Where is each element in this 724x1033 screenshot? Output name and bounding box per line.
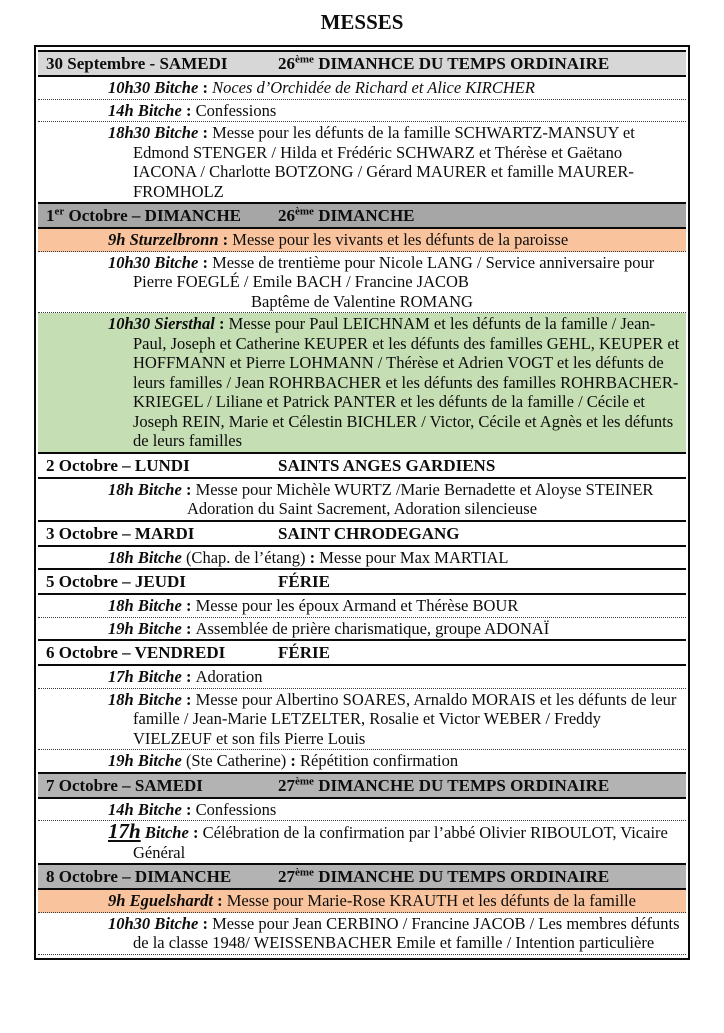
colon-separator: : bbox=[213, 891, 227, 910]
day-header-row bbox=[38, 568, 686, 595]
mass-entry-row bbox=[38, 547, 686, 569]
mass-entry-row bbox=[38, 229, 686, 252]
feast-number: 26 bbox=[278, 206, 295, 225]
mass-entry-row bbox=[38, 479, 686, 520]
colon-separator: : bbox=[181, 667, 196, 686]
time-label: 14h bbox=[108, 799, 134, 819]
entry-body: Célébration de la confirmation par l’abbé Olivier RIBOULOT, Vicaire Général bbox=[133, 823, 668, 862]
feast-label bbox=[278, 455, 678, 476]
feast-text: FÉRIE bbox=[278, 572, 330, 591]
mass-entry-row bbox=[38, 890, 686, 913]
feast-text: DIMANCHE DU TEMPS ORDINAIRE bbox=[313, 867, 610, 886]
entry-text bbox=[38, 123, 686, 201]
time-label: 19h bbox=[108, 618, 134, 638]
date-superscript: er bbox=[54, 205, 65, 218]
entry-body: Messe pour Paul LEICHNAM et les défunts de la famille / Jean-Paul, Joseph et Catherine KEUPER et les défunts des familles GEHL, KEUPER et HOFFMANN et Pierre LOHMANN / Thérèse et Adrien VOGT et les défunts de leurs familles / Jean ROHRBACHER et les défunts des familles ROHRBACHER-KRIEGEL / Liliane et Patrick PANTER et les défunts de la famille / Cécile et Joseph REIN, Marie et Célestin BICHLER / Victor, Cécile et Agnès et les défunts de leurs familles bbox=[133, 314, 680, 450]
colon-separator: : bbox=[286, 751, 301, 770]
feast-label bbox=[278, 866, 678, 887]
day-header-row bbox=[38, 639, 686, 666]
feast-text: SAINT CHRODEGANG bbox=[278, 523, 460, 543]
schedule-table bbox=[34, 45, 690, 960]
entry-body: Confessions bbox=[195, 799, 277, 819]
entry-text bbox=[38, 230, 686, 250]
entry-text bbox=[38, 891, 686, 911]
feast-text: SAINTS ANGES GARDIENS bbox=[278, 455, 496, 475]
time-label: 18h bbox=[108, 547, 134, 567]
feast-label bbox=[278, 642, 678, 663]
entry-body: Messe pour Marie-Rose KRAUTH et les défunts de la famille bbox=[226, 891, 636, 910]
place-label: Bitche bbox=[137, 100, 182, 120]
feast-label bbox=[278, 775, 678, 796]
date-text: 8 Octobre – DIMANCHE bbox=[46, 867, 232, 886]
place-label: Bitche bbox=[154, 913, 199, 933]
mass-entry-row bbox=[38, 666, 686, 689]
date-label bbox=[46, 642, 278, 663]
time-label: 19h bbox=[108, 751, 134, 770]
entry-body: Assemblée de prière charismatique, groupe ADONAÏ bbox=[195, 618, 550, 638]
place-label: Bitche bbox=[137, 751, 182, 770]
mass-entry-row bbox=[38, 799, 686, 822]
colon-separator: : bbox=[181, 596, 196, 615]
entry-body: Messe pour les époux Armand et Thérèse BOUR bbox=[195, 596, 519, 615]
time-label: 14h bbox=[108, 100, 134, 120]
colon-separator: : bbox=[181, 618, 196, 638]
mass-entry-row bbox=[38, 913, 686, 955]
colon-separator: : bbox=[181, 100, 196, 120]
feast-text: FÉRIE bbox=[278, 643, 330, 662]
entry-text bbox=[38, 78, 686, 98]
time-label: 10h30 bbox=[108, 78, 151, 97]
mass-entry-row bbox=[38, 750, 686, 772]
entry-text bbox=[38, 314, 686, 451]
day-header-row bbox=[38, 863, 686, 890]
date-label bbox=[46, 571, 278, 592]
entry-text bbox=[38, 101, 686, 121]
date-text: 2 Octobre – LUNDI bbox=[46, 455, 190, 475]
date-label bbox=[46, 866, 278, 887]
feast-label bbox=[278, 53, 678, 74]
colon-separator: : bbox=[198, 123, 213, 142]
date-text-after: Octobre – DIMANCHE bbox=[64, 206, 242, 225]
time-label: 9h bbox=[108, 891, 126, 910]
feast-label bbox=[278, 205, 678, 226]
date-label bbox=[46, 455, 278, 476]
date-text: 5 Octobre – JEUDI bbox=[46, 572, 186, 591]
place-label: Eguelshardt bbox=[129, 891, 214, 910]
colon-separator: : bbox=[198, 78, 213, 97]
entry-body: Répétition confirmation bbox=[300, 751, 459, 770]
place-label: Bitche bbox=[137, 689, 182, 709]
date-text: 1 bbox=[46, 206, 55, 225]
mass-entry-row bbox=[38, 689, 686, 751]
entry-text bbox=[38, 480, 686, 500]
date-text: 3 Octobre – MARDI bbox=[46, 523, 195, 543]
colon-separator: : bbox=[198, 252, 213, 272]
mass-entry-row bbox=[38, 100, 686, 123]
place-label: Bitche bbox=[137, 479, 182, 499]
entry-body: Messe pour les vivants et les défunts de la paroisse bbox=[232, 230, 569, 249]
colon-separator: : bbox=[214, 314, 229, 333]
date-label bbox=[46, 205, 278, 226]
mass-entry-row bbox=[38, 252, 686, 314]
place-label: Bitche bbox=[154, 252, 199, 272]
entry-text bbox=[38, 548, 686, 568]
mass-entry-row bbox=[38, 618, 686, 640]
place-label: Sturzelbronn bbox=[129, 230, 219, 249]
day-header-row bbox=[38, 50, 686, 77]
feast-number: 27 bbox=[278, 775, 295, 795]
entry-note: (Ste Catherine) bbox=[181, 751, 287, 770]
colon-separator: : bbox=[218, 230, 233, 249]
entry-body: Messe pour les défunts de la famille SCHWARTZ-MANSUY et Edmond STENGER / Hilda et Frédéric SCHWARZ et Thérèse et Gaëtano IACONA / Charlotte BOTZONG / Gérard MAURER et famille MAURER-FROMHOLZ bbox=[133, 123, 635, 201]
time-label: 18h bbox=[108, 689, 134, 709]
time-label: 10h30 bbox=[108, 913, 151, 933]
time-label: 18h bbox=[108, 596, 134, 615]
entry-text bbox=[38, 800, 686, 820]
feast-text: DIMANHCE DU TEMPS ORDINAIRE bbox=[313, 54, 610, 73]
feast-number: 26 bbox=[278, 54, 295, 73]
feast-superscript: ème bbox=[295, 774, 314, 787]
colon-separator: : bbox=[188, 823, 203, 842]
date-text: 7 Octobre – SAMEDI bbox=[46, 775, 203, 795]
entry-body: Noces d’Orchidée de Richard et Alice KIRCHER bbox=[212, 78, 535, 97]
date-text: 6 Octobre – VENDREDI bbox=[46, 643, 226, 662]
time-label: 18h30 bbox=[108, 123, 151, 142]
centered-note: Baptême de Valentine ROMANG bbox=[251, 291, 473, 311]
place-label: Bitche bbox=[154, 123, 199, 142]
time-label: 17h bbox=[108, 667, 134, 686]
date-label bbox=[46, 523, 278, 544]
feast-label bbox=[278, 523, 678, 544]
colon-separator: : bbox=[181, 799, 196, 819]
entry-text bbox=[38, 253, 686, 292]
entry-body: Messe pour Michèle WURTZ /Marie Bernadette et Aloyse STEINER bbox=[195, 479, 654, 499]
entry-body: Messe de trentième pour Nicole LANG / Service anniversaire pour Pierre FOEGLÉ / Emile BACH / Francine JACOB bbox=[133, 252, 655, 291]
place-label: Siersthal bbox=[154, 314, 215, 333]
mass-entry-row bbox=[38, 821, 686, 863]
entry-body: Messe pour Jean CERBINO / Francine JACOB / Les membres défunts de la classe 1948/ WEISSENBACHER Emile et famille / Intention particulière bbox=[133, 913, 680, 952]
entry-body: Confessions bbox=[195, 100, 277, 120]
entry-text bbox=[38, 690, 686, 749]
day-header-row bbox=[38, 520, 686, 547]
mass-entry-row bbox=[38, 313, 686, 452]
feast-text: DIMANCHE DU TEMPS ORDINAIRE bbox=[313, 775, 610, 795]
time-label: 18h bbox=[108, 479, 134, 499]
entry-body: Adoration bbox=[195, 667, 263, 686]
feast-superscript: ème bbox=[295, 205, 314, 218]
colon-separator: : bbox=[305, 547, 320, 567]
day-header-row bbox=[38, 772, 686, 799]
mass-entry-row bbox=[38, 77, 686, 100]
entry-note: (Chap. de l’étang) bbox=[181, 547, 306, 567]
time-label: 10h30 bbox=[108, 252, 151, 272]
time-label: 10h30 bbox=[108, 314, 151, 333]
day-header-row bbox=[38, 202, 686, 229]
entry-text bbox=[38, 819, 686, 862]
date-label bbox=[46, 53, 278, 74]
entry-body: Messe pour Max MARTIAL bbox=[319, 547, 509, 567]
entry-text bbox=[38, 751, 686, 771]
place-label: Bitche bbox=[137, 596, 182, 615]
colon-separator: : bbox=[181, 689, 196, 709]
day-header-row bbox=[38, 452, 686, 479]
date-label bbox=[46, 775, 278, 796]
place-label: Bitche bbox=[144, 823, 189, 842]
colon-separator: : bbox=[198, 913, 213, 933]
time-label: 17h bbox=[108, 819, 141, 843]
colon-separator: : bbox=[181, 479, 196, 499]
feast-superscript: ème bbox=[295, 53, 314, 66]
entry-body: Messe pour Albertino SOARES, Arnaldo MORAIS et les défunts de leur famille / Jean-Marie LETZELTER, Rosalie et Victor WEBER / Freddy VIELZEUF et son fils Pierre Louis bbox=[133, 689, 677, 748]
feast-number: 27 bbox=[278, 867, 295, 886]
mass-entry-row bbox=[38, 122, 686, 202]
date-text: 30 Septembre - SAMEDI bbox=[46, 54, 228, 73]
place-label: Bitche bbox=[137, 799, 182, 819]
entry-text bbox=[38, 619, 686, 639]
centered-note: Adoration du Saint Sacrement, Adoration silencieuse bbox=[186, 499, 538, 518]
place-label: Bitche bbox=[137, 667, 182, 686]
feast-text: DIMANCHE bbox=[313, 206, 415, 225]
entry-text bbox=[38, 596, 686, 616]
mass-entry-row bbox=[38, 595, 686, 618]
entry-text bbox=[38, 667, 686, 687]
place-label: Bitche bbox=[137, 547, 182, 567]
page-title: MESSES bbox=[320, 10, 404, 34]
place-label: Bitche bbox=[137, 618, 182, 638]
time-label: 9h bbox=[108, 230, 126, 249]
feast-superscript: ème bbox=[295, 866, 314, 879]
entry-text bbox=[38, 914, 686, 953]
place-label: Bitche bbox=[154, 78, 199, 97]
feast-label bbox=[278, 571, 678, 592]
